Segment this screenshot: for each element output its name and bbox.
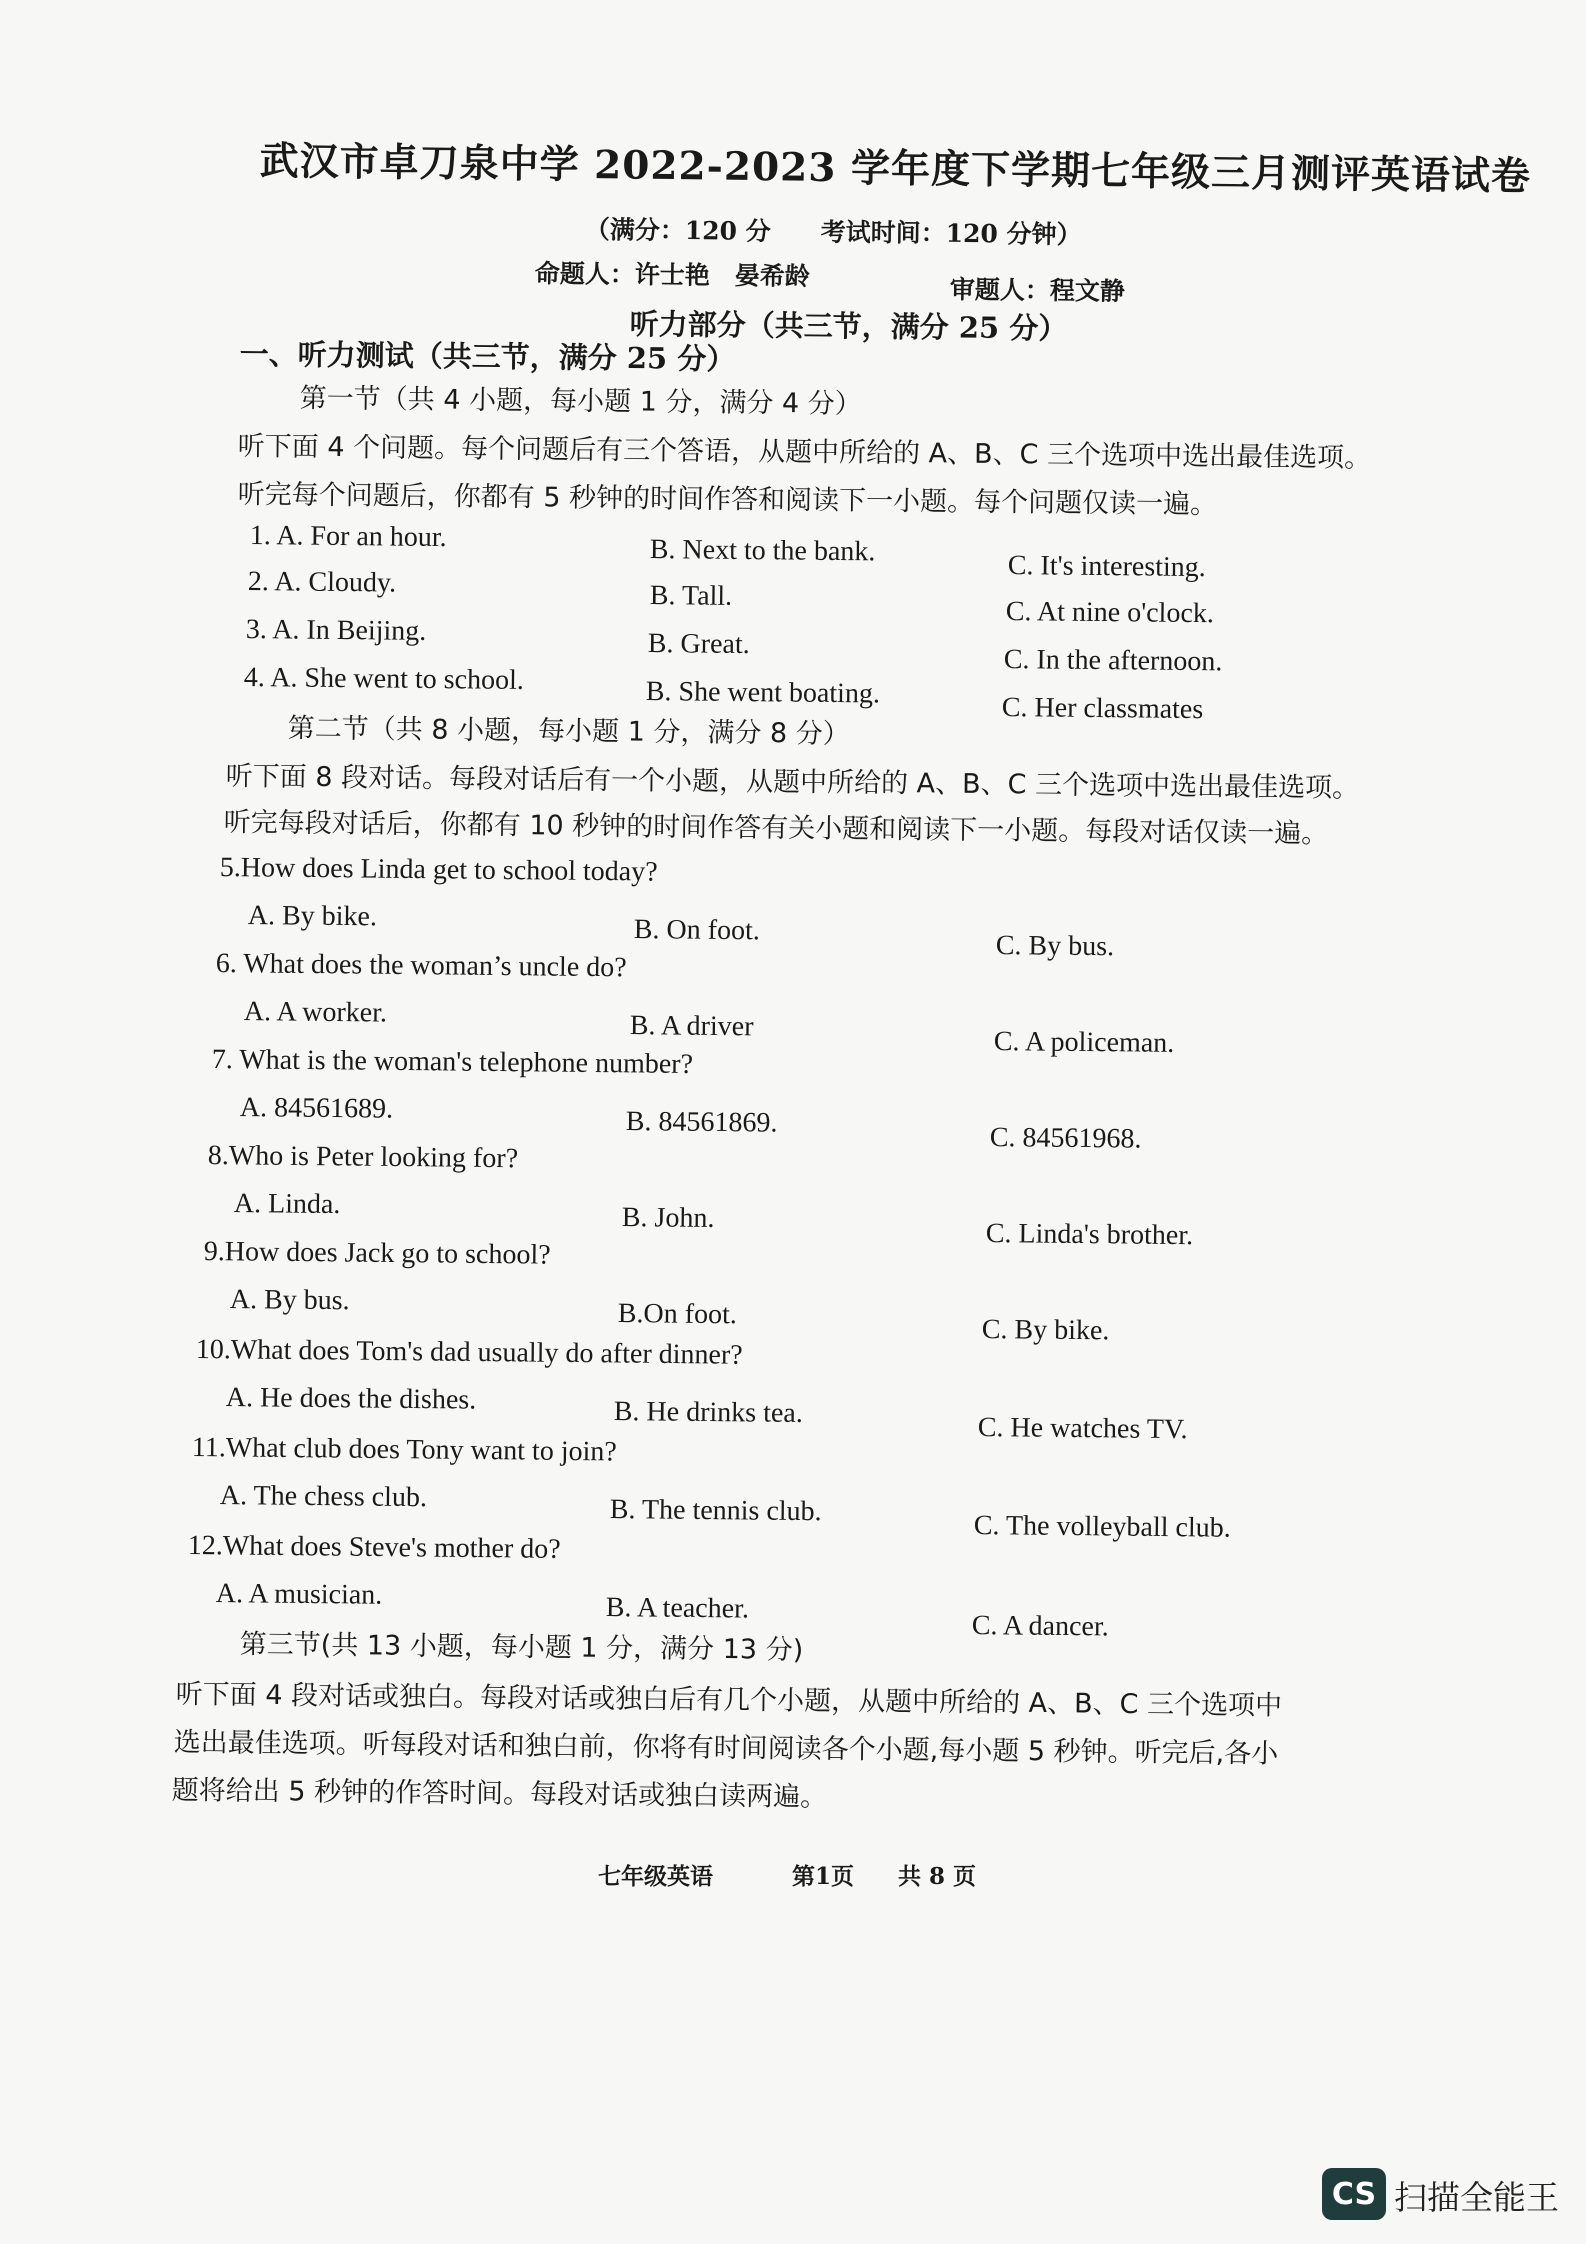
- q11-option-c: C. The volleyball club.: [973, 1510, 1231, 1544]
- q12-option-b: B. A teacher.: [605, 1592, 750, 1625]
- footer-total-pages: 共 8 页: [898, 1863, 977, 1890]
- score-time-line: （满分：120 分 考试时间：120 分钟）: [584, 214, 1082, 250]
- q2-option-c: C. At nine o'clock.: [1005, 596, 1215, 630]
- exam-title: 武汉市卓刀泉中学 2022-2023 学年度下学期七年级三月测评英语试卷: [259, 137, 1532, 200]
- q6-option-c: C. A policeman.: [993, 1026, 1175, 1059]
- q3-option-c: C. In the afternoon.: [1003, 644, 1223, 678]
- s2-instruction-1: 听下面 8 段对话。每段对话后有一个小题，从题中所给的 A、B、C 三个选项中选出最佳选项。: [225, 760, 1360, 804]
- q1-option-c: C. It's interesting.: [1007, 550, 1206, 584]
- section1-title: 一、听力测试（共三节，满分 25 分）: [239, 336, 736, 377]
- q9-option-c: C. By bike.: [981, 1314, 1110, 1347]
- q8-option-c: C. Linda's brother.: [985, 1218, 1194, 1252]
- s1-instruction-1: 听下面 4 个问题。每个问题后有三个答语，从题中所给的 A、B、C 三个选项中选出最佳选项。: [237, 430, 1372, 474]
- q5-option-b: B. On foot.: [633, 914, 760, 947]
- q4-option-b: B. She went boating.: [645, 676, 881, 710]
- q5-option-c: C. By bus.: [995, 930, 1115, 963]
- q9-option-a: A. By bus.: [229, 1284, 350, 1317]
- q10-option-c: C. He watches TV.: [977, 1412, 1188, 1446]
- q9-option-b: B.On foot.: [617, 1298, 737, 1331]
- q9-question: 9.How does Jack go to school?: [203, 1236, 551, 1271]
- q2-option-a: 2. A. Cloudy.: [247, 566, 397, 599]
- s3-title: 第三节(共 13 小题，每小题 1 分，满分 13 分): [239, 1628, 804, 1666]
- s1-title: 第一节（共 4 小题，每小题 1 分，满分 4 分）: [299, 382, 862, 420]
- listening-part-title: 听力部分（共三节，满分 25 分）: [629, 306, 1068, 346]
- q11-option-a: A. The chess club.: [219, 1480, 428, 1514]
- q8-option-a: A. Linda.: [233, 1188, 341, 1221]
- scanner-logo-icon: CS: [1322, 2168, 1386, 2220]
- q10-question: 10.What does Tom's dad usually do after dinner?: [195, 1334, 743, 1371]
- q3-option-b: B. Great.: [647, 628, 750, 661]
- q4-option-c: C. Her classmates: [1001, 692, 1204, 726]
- q10-option-a: A. He does the dishes.: [225, 1382, 477, 1416]
- q7-option-c: C. 84561968.: [989, 1122, 1142, 1155]
- q10-option-b: B. He drinks tea.: [613, 1396, 803, 1429]
- q11-question: 11.What club does Tony want to join?: [191, 1432, 617, 1468]
- footer-page-number: 第1页: [792, 1863, 855, 1890]
- q8-question: 8.Who is Peter looking for?: [207, 1140, 519, 1175]
- q5-option-a: A. By bike.: [247, 900, 378, 933]
- q6-option-a: A. A worker.: [243, 996, 388, 1029]
- q2-option-b: B. Tall.: [649, 580, 733, 612]
- s3-instruction-2: 选出最佳选项。听每段对话和独白前，你将有时间阅读各个小题,每小题 5 秒钟。听完后,各小: [173, 1726, 1279, 1770]
- q7-option-a: A. 84561689.: [239, 1092, 394, 1125]
- s2-title: 第二节（共 8 小题，每小题 1 分，满分 8 分）: [287, 712, 850, 750]
- s3-instruction-3: 题将给出 5 秒钟的作答时间。每段对话或独白读两遍。: [171, 1774, 828, 1813]
- scanner-brand-name: 扫描全能王: [1394, 2178, 1559, 2217]
- footer-subject: 七年级英语: [598, 1863, 713, 1890]
- s1-instruction-2: 听完每个问题后，你都有 5 秒钟的时间作答和阅读下一小题。每个问题仅读一遍。: [237, 478, 1218, 521]
- q4-option-a: 4. A. She went to school.: [243, 662, 524, 696]
- q1-option-a: 1. A. For an hour.: [249, 520, 447, 554]
- q3-option-a: 3. A. In Beijing.: [245, 614, 427, 647]
- reviewer-line: 审题人：程文静: [949, 274, 1125, 306]
- q12-question: 12.What does Steve's mother do?: [187, 1530, 561, 1565]
- q5-question: 5.How does Linda get to school today?: [219, 852, 658, 888]
- q7-option-b: B. 84561869.: [625, 1106, 778, 1139]
- q7-question: 7. What is the woman's telephone number?: [211, 1044, 694, 1081]
- q8-option-b: B. John.: [621, 1202, 715, 1234]
- q11-option-b: B. The tennis club.: [609, 1494, 822, 1528]
- q12-option-a: A. A musician.: [215, 1578, 383, 1611]
- q12-option-c: C. A dancer.: [971, 1610, 1109, 1643]
- q6-option-b: B. A driver: [629, 1010, 754, 1043]
- s2-instruction-2: 听完每段对话后，你都有 10 秒钟的时间作答有关小题和阅读下一小题。每段对话仅读一遍。: [223, 806, 1329, 850]
- authors-line: 命题人：许士艳 晏希龄: [534, 258, 810, 291]
- q1-option-b: B. Next to the bank.: [649, 534, 876, 568]
- s3-instruction-1: 听下面 4 段对话或独白。每段对话或独白后有几个小题，从题中所给的 A、B、C 三个选项中: [175, 1678, 1283, 1722]
- q6-question: 6. What does the woman’s uncle do?: [215, 948, 627, 984]
